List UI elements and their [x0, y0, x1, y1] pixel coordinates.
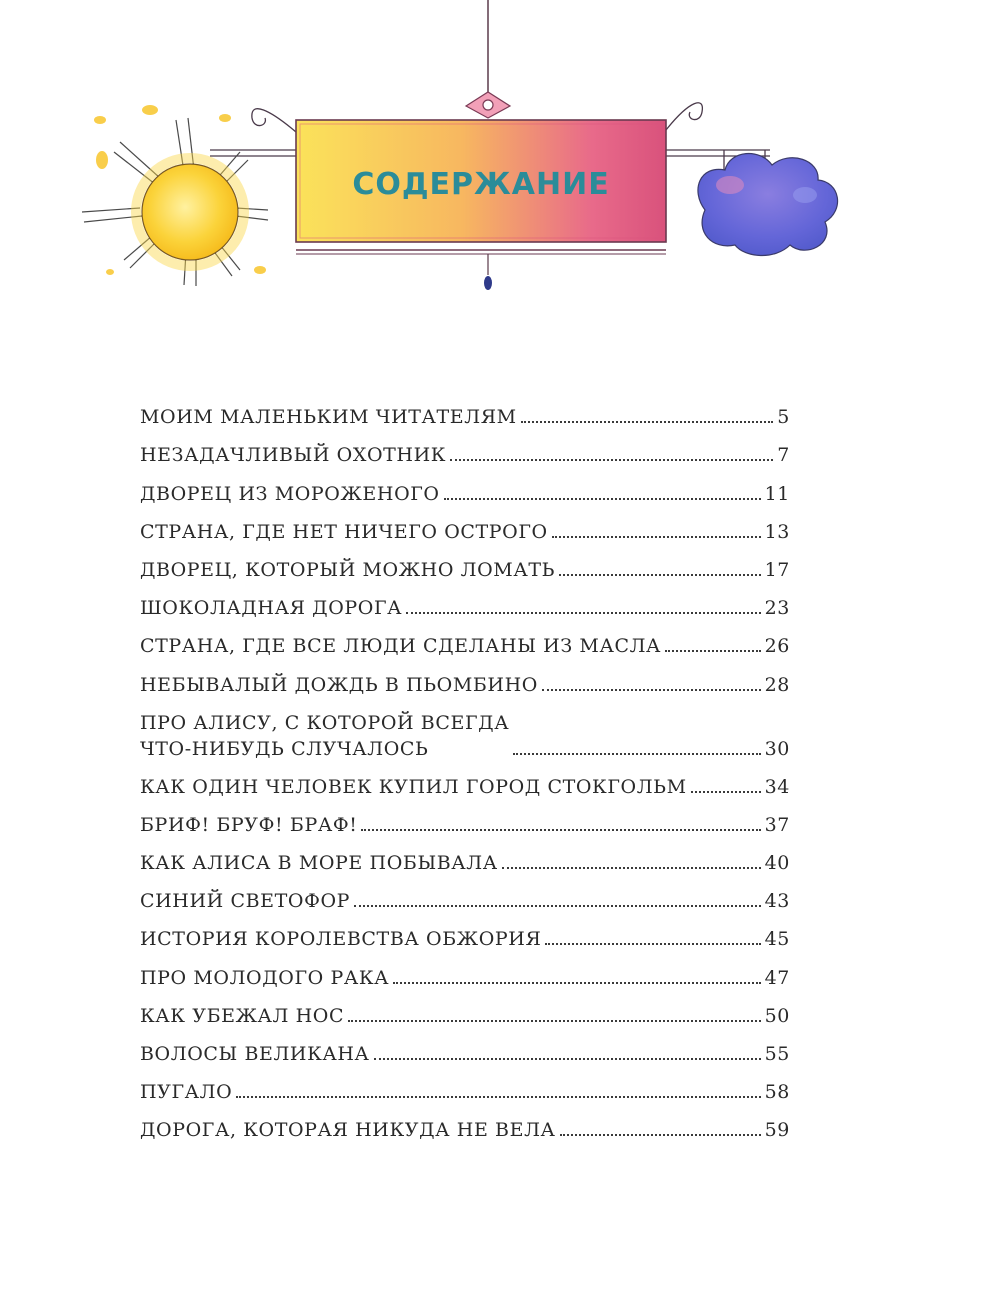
toc-entry[interactable] [140, 952, 790, 990]
toc-entry-title: ПРО МОЛОДОГО РАКА [140, 966, 390, 989]
toc-entry-page: 11 [764, 482, 790, 505]
hanger [466, 0, 510, 118]
toc-entry-title: ВОЛОСЫ ВЕЛИКАНА [140, 1043, 370, 1065]
dot-leader [691, 791, 761, 793]
toc-entry[interactable] [140, 659, 790, 697]
toc-entry[interactable] [140, 1029, 790, 1067]
cloud-icon [698, 154, 838, 256]
dot-leader [444, 498, 761, 500]
sun-icon [82, 105, 268, 286]
toc-entry-page: 13 [764, 520, 790, 543]
toc-entry-title: ЧТО-НИБУДЬ СЛУЧАЛОСЬ [140, 737, 429, 760]
toc-entry[interactable] [140, 876, 790, 914]
toc-entry-page: 50 [764, 1004, 790, 1027]
toc-entry[interactable] [140, 991, 790, 1029]
toc-entry-page: 23 [764, 597, 790, 620]
toc-entry-title: СИНИЙ СВЕТОФОР [140, 890, 351, 913]
toc-entry[interactable] [140, 800, 790, 838]
toc-entry-page: 59 [764, 1119, 790, 1142]
toc-entry-title: ДОРОГА, КОТОРАЯ НИКУДА НЕ ВЕЛА [140, 1119, 556, 1142]
toc-entry[interactable] [140, 1105, 790, 1143]
toc-entry[interactable] [140, 762, 790, 800]
page-title: СОДЕРЖАНИЕ [352, 167, 610, 202]
toc-entry[interactable] [140, 507, 790, 545]
toc-entry-page: 55 [764, 1043, 790, 1065]
toc-entry[interactable] [140, 621, 790, 659]
toc-entry-title: НЕЗАДАЧЛИВЫЙ ОХОТНИК [140, 444, 447, 467]
dot-leader [502, 867, 761, 869]
dot-leader [450, 459, 773, 461]
toc-entry[interactable] [140, 430, 790, 468]
toc-entry-title-wrap [140, 710, 509, 762]
toc-entry-title: ШОКОЛАДНАЯ ДОРОГА [140, 597, 403, 620]
table-of-contents [140, 392, 790, 1143]
toc-entry-title-line1: ПРО АЛИСУ, С КОТОРОЙ ВСЕГДА [140, 711, 510, 734]
dot-leader [542, 689, 761, 691]
toc-entry[interactable] [140, 914, 790, 952]
toc-entry-page: 17 [764, 558, 790, 581]
toc-entry-page: 47 [764, 966, 790, 989]
toc-entry-page: 28 [764, 673, 790, 696]
toc-entry[interactable] [140, 468, 790, 506]
toc-entry-page: 43 [764, 890, 790, 913]
toc-entry-title: СТРАНА, ГДЕ ВСЕ ЛЮДИ СДЕЛАНЫ ИЗ МАСЛА [140, 635, 662, 658]
toc-entry-page: 26 [764, 635, 790, 658]
dot-leader [354, 905, 761, 907]
toc-entry-title: КАК ОДИН ЧЕЛОВЕК КУПИЛ ГОРОД СТОКГОЛЬМ [140, 775, 687, 798]
dot-leader [521, 421, 774, 423]
dot-leader [374, 1058, 761, 1060]
dot-leader [513, 753, 760, 755]
dot-leader [393, 982, 760, 984]
toc-entry[interactable] [140, 583, 790, 621]
toc-entry[interactable] [140, 545, 790, 583]
toc-entry-page: 7 [777, 444, 790, 467]
toc-entry-title: ДВОРЕЦ, КОТОРЫЙ МОЖНО ЛОМАТЬ [140, 558, 556, 581]
toc-entry-page: 40 [764, 852, 790, 875]
toc-entry[interactable] [140, 392, 790, 430]
toc-entry-page: 58 [764, 1081, 790, 1104]
toc-entry[interactable] [140, 1067, 790, 1105]
toc-entry-title: МОИМ МАЛЕНЬКИМ ЧИТАТЕЛЯМ [140, 406, 517, 429]
dot-leader [361, 829, 760, 831]
dot-leader [406, 612, 760, 614]
dot-leader [560, 1134, 761, 1136]
dot-leader [552, 536, 761, 538]
toc-entry-title: НЕБЫВАЛЫЙ ДОЖДЬ В ПЬОМБИНО [140, 673, 538, 696]
toc-entry-title: КАК УБЕЖАЛ НОС [140, 1004, 345, 1027]
dot-leader [559, 574, 761, 576]
toc-entry-page: 30 [764, 737, 790, 760]
dot-leader [236, 1096, 760, 1098]
toc-entry-title: ПУГАЛО [140, 1081, 233, 1104]
dot-leader [545, 943, 760, 945]
toc-entry[interactable] [140, 838, 790, 876]
toc-entry-title: БРИФ! БРУФ! БРАФ! [140, 813, 358, 836]
dot-leader [348, 1020, 760, 1022]
dot-leader [665, 650, 761, 652]
toc-entry-page: 37 [764, 813, 790, 836]
toc-entry-title: КАК АЛИСА В МОРЕ ПОБЫВАЛА [140, 852, 498, 875]
toc-entry-page: 5 [777, 406, 790, 429]
toc-entry-title: СТРАНА, ГДЕ НЕТ НИЧЕГО ОСТРОГО [140, 520, 548, 543]
toc-entry-page: 34 [764, 775, 790, 798]
toc-entry-title: ИСТОРИЯ КОРОЛЕВСТВА ОБЖОРИЯ [140, 928, 542, 951]
toc-entry-title: ДВОРЕЦ ИЗ МОРОЖЕНОГО [140, 482, 440, 505]
toc-entry[interactable] [140, 698, 790, 762]
toc-entry-page: 45 [764, 928, 790, 951]
